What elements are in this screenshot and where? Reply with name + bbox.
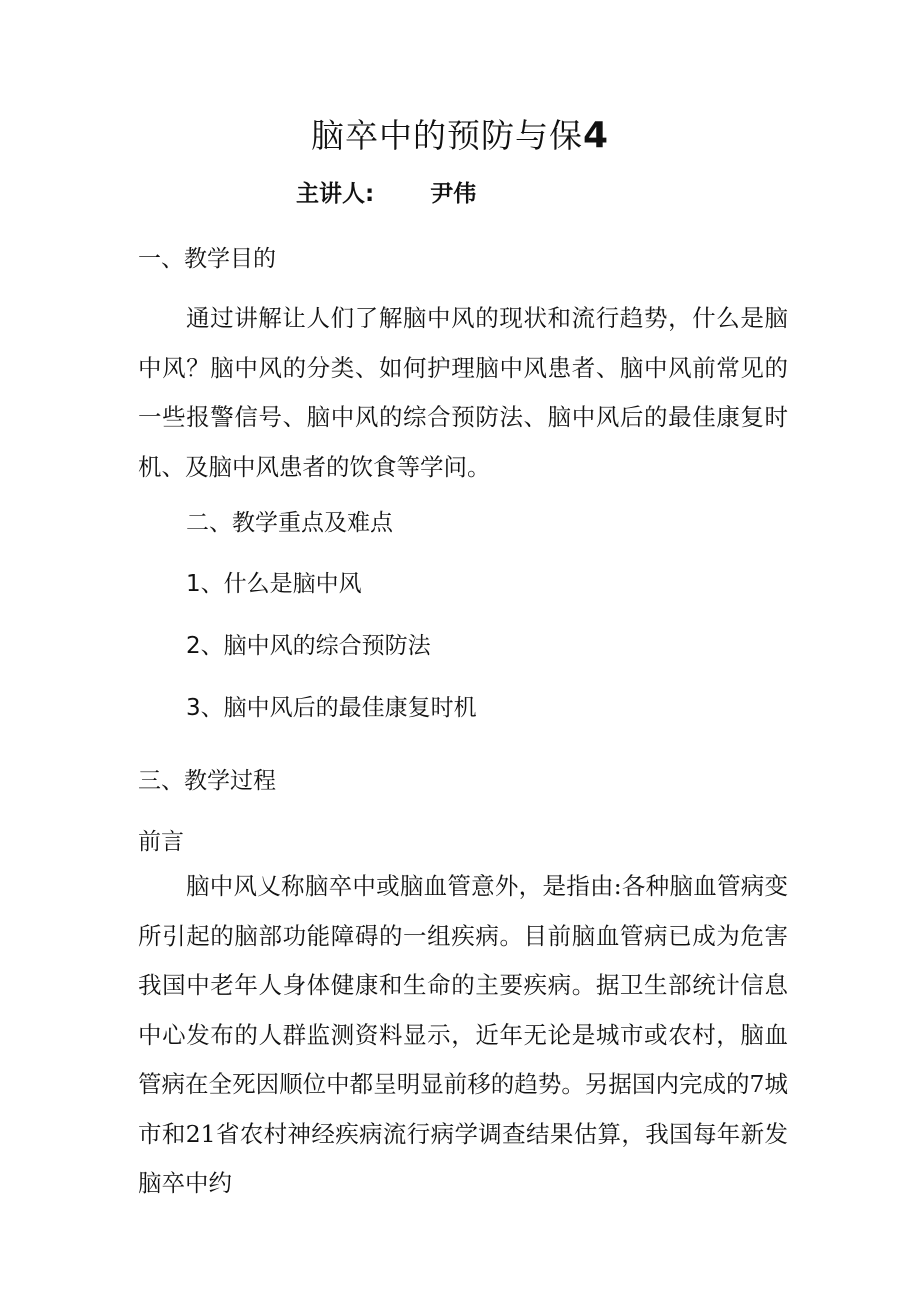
key-point-item [186, 628, 431, 664]
document-title [0, 112, 920, 160]
key-point-item [186, 690, 477, 726]
speaker-line [296, 176, 476, 212]
key-point-number: 2 [186, 633, 201, 659]
speaker-label: 主讲人: [296, 181, 375, 207]
speaker-name: 尹伟 [430, 181, 477, 207]
section-heading-key-points: 二、教学重点及难点 [186, 510, 393, 536]
title-text: 脑卒中的预防与保 [310, 116, 583, 155]
key-point-text: 、什么是脑中风 [200, 571, 362, 597]
key-point-text: 、脑中风后的最佳康复时机 [200, 695, 477, 721]
key-point-number: 3 [186, 695, 201, 721]
objectives-paragraph: 通过讲解让人们了解脑中风的现状和流行趋势，什么是脑中风？脑中风的分类、如何护理脑中风患者、脑中风前常见的一些报警信号、脑中风的综合预防法、脑中风后的最佳康复时机、及脑中风患者的饮食等学问。 [138, 304, 788, 481]
key-point-number: 1 [186, 571, 201, 597]
preface-paragraph: 脑中风乂称脑卒中或脑血管意外，是指由:各种脑血管病变所引起的脑部功能障碍的一组疾病。目前脑血管病已成为危害我国中老年人身体健康和生命的主要疾病。据卫生部统计信息中心发布的人群监测资料显示，近年无论是城市或农村，脑血管病在全死因顺位中都呈明显前移的趋势。另据国内完成的7城市和21省农村神经疾病流行病学调查结果估算，我国每年新发脑卒中约 [138, 872, 788, 1197]
preface-heading: 前言 [138, 829, 184, 855]
key-point-text: 、脑中风的综合预防法 [200, 633, 431, 659]
section-heading-process: 三、教学过程 [138, 768, 276, 794]
section-heading-objectives: 一、教学目的 [138, 246, 276, 272]
key-point-item [186, 566, 362, 602]
title-number: 4 [582, 115, 610, 156]
